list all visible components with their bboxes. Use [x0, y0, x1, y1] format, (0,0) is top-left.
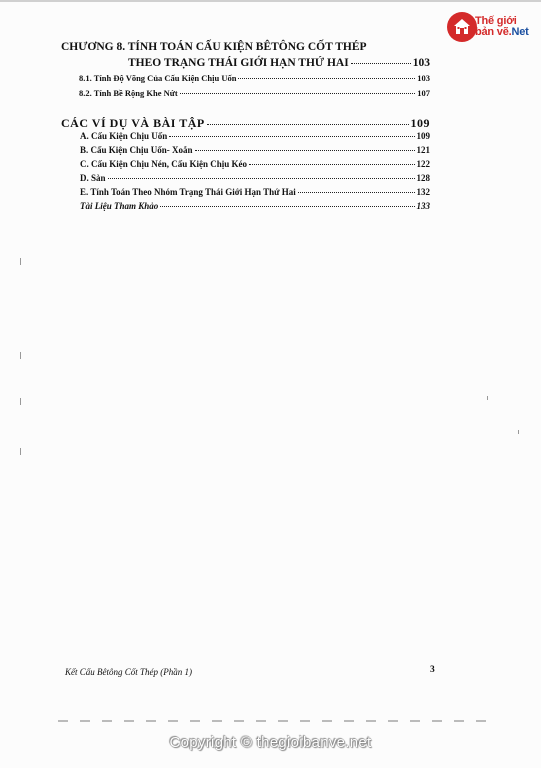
toc-row-references[interactable] [80, 201, 430, 211]
dot-leader [298, 192, 415, 193]
dot-leader [207, 124, 409, 125]
dot-leader [180, 93, 416, 94]
toc-row-examples[interactable] [61, 116, 430, 131]
dot-leader [249, 164, 414, 165]
chapter-page: 103 [412, 57, 430, 69]
item-label: D. Sàn [80, 173, 106, 183]
toc-row-chapter[interactable] [128, 57, 430, 69]
item-label: A. Cấu Kiện Chịu Uốn [80, 131, 168, 141]
section-page: 107 [417, 88, 430, 98]
toc-row-item-c[interactable] [80, 159, 430, 169]
logo-line2 [475, 27, 529, 38]
toc-row-item-e[interactable] [80, 187, 430, 197]
toc-row-item-d[interactable] [80, 173, 430, 183]
item-page: 109 [416, 131, 430, 141]
scan-mark [20, 352, 21, 359]
logo-line2-text: bản vẽ. [475, 26, 512, 38]
scan-mark [20, 398, 21, 405]
dot-leader [238, 78, 415, 79]
house-icon [447, 12, 477, 42]
logo-line1: Thế giới [475, 15, 517, 27]
logo-line2-accent: Net [511, 26, 529, 38]
dot-leader [195, 150, 415, 151]
scan-mark [20, 258, 21, 265]
page-top-edge [0, 0, 541, 2]
item-page: 122 [416, 159, 430, 169]
item-page: 132 [416, 187, 430, 197]
toc-row-item-b[interactable] [80, 145, 430, 155]
references-page: 133 [416, 201, 430, 211]
dot-leader [169, 136, 414, 137]
item-page: 128 [416, 173, 430, 183]
toc-row-section-8-2[interactable] [79, 88, 430, 98]
section-label: 8.2. Tính Bề Rộng Khe Nứt [79, 88, 178, 98]
item-label: B. Cấu Kiện Chịu Uốn- Xoắn [80, 145, 193, 155]
chapter-title-line2: THEO TRẠNG THÁI GIỚI HẠN THỨ HAI [128, 57, 349, 69]
references-label: Tài Liệu Tham Khảo [80, 201, 159, 211]
dot-leader [160, 206, 414, 207]
scan-mark [518, 430, 519, 434]
chapter-title-line1: CHƯƠNG 8. TÍNH TOÁN CẤU KIỆN BÊTÔNG CỐT THÉP [61, 41, 367, 53]
scan-bottom-edge [58, 720, 498, 722]
toc-row-item-a[interactable] [80, 131, 430, 141]
examples-page: 109 [410, 116, 430, 130]
dot-leader [108, 178, 415, 179]
scan-mark [20, 448, 21, 455]
scan-mark [487, 396, 488, 400]
item-label: E. Tính Toán Theo Nhóm Trạng Thái Giới Hạn Thứ Hai [80, 187, 296, 197]
footer-page-number: 3 [430, 665, 435, 675]
section-page: 103 [417, 73, 430, 83]
copyright-watermark: Copyright © thegioibanve.net [169, 734, 372, 751]
section-label: 8.1. Tính Độ Võng Của Cấu Kiện Chịu Uốn [79, 73, 237, 83]
examples-title: CÁC VÍ DỤ VÀ BÀI TẬP [61, 116, 205, 130]
dot-leader [351, 63, 411, 64]
toc-row-section-8-1[interactable] [79, 73, 430, 83]
logo-text [475, 16, 529, 38]
item-label: C. Cấu Kiện Chịu Nén, Cấu Kiện Chịu Kéo [80, 159, 248, 169]
item-page: 121 [416, 145, 430, 155]
footer-book-title: Kết Cấu Bêtông Cốt Thép (Phần 1) [65, 667, 192, 677]
site-logo[interactable] [447, 12, 535, 46]
